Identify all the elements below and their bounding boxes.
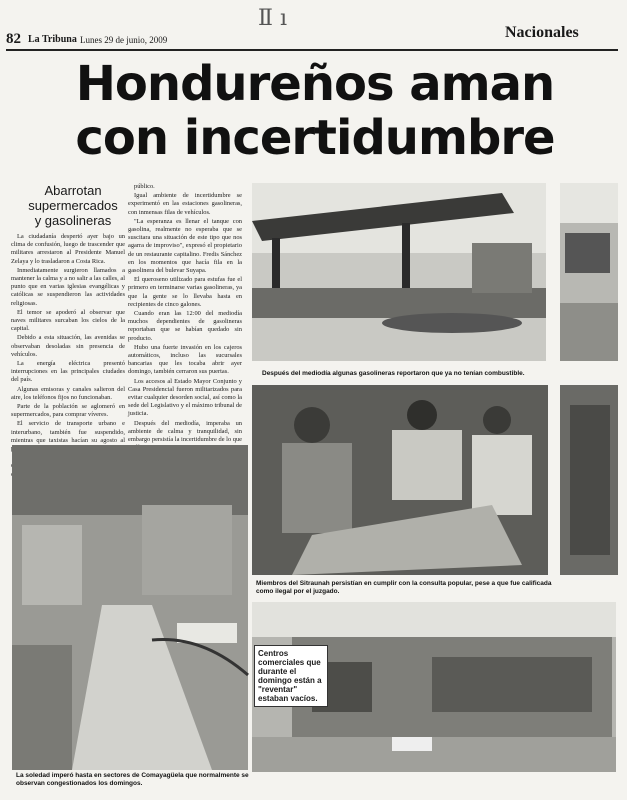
paragraph: Parte de la población se aglomeró en supermercados, para comprar víveres.: [11, 403, 125, 419]
paragraph: Hubo una fuerte invasión en los cajeros automáticos, incluso las sucursales bancarias que les tocaba abrir ayer domingo, también cerraron sus puertas.: [128, 343, 242, 376]
paragraph: Algunas emisoras y canales salieron del aire, los teléfonos fijos no funcionaban.: [11, 385, 125, 401]
people-photo: [252, 385, 548, 575]
paragraph: El temor se apoderó al observar que naves militares surcaban los cielos de la capital.: [11, 308, 125, 333]
paragraph: "La esperanza es llenar el tanque con gasolina, realmente no esperaba que se suscitara una situación de este tipo que nos agarra de improviso", expresó el propietario de un restaurante capitalino. Fredis Sánchez en los momentos que hacía fila en la gasolinera del bulevar Suyapa.: [128, 217, 242, 275]
street-image: [12, 445, 248, 770]
article-column-2: [128, 183, 242, 444]
paragraph: Después del mediodía, imperaba un ambiente de calma y tranquilidad, sin embargo persistía la incertidumbre de lo que: [128, 419, 242, 444]
people-image: [252, 385, 548, 575]
gas-station-caption: Después del mediodía algunas gasolineras reportaron que ya no tenían combustible.: [262, 370, 525, 377]
paragraph: La energía eléctrica presentó interrupciones en las principales ciudades del país.: [11, 360, 125, 384]
paragraph: público.: [134, 183, 155, 190]
paragraph: Debido a esta situación, las avenidas se observaban desoladas sin presencia de vehículos.: [11, 334, 125, 358]
headline-line-1: Hondureños aman: [75, 56, 555, 112]
gas-station-photo: [252, 183, 546, 361]
street-side-image: [560, 183, 618, 361]
newspaper-name: La Tribuna: [28, 34, 77, 45]
subheadline: Abarrotan supermercados y gasolineras: [28, 183, 118, 228]
issue-date: Lunes 29 de junio, 2009: [80, 35, 168, 45]
header-rule: [6, 49, 618, 51]
people-side-image: [560, 385, 618, 575]
paragraph: Igual ambiente de incertidumbre se experimentó en las estaciones gasolineras, con inmensas filas de vehículos.: [128, 192, 242, 216]
paragraph: Cuando eran las 12:00 del mediodía muchos dependientes de gasolineras reportaban que se habían quedado sin producto.: [128, 310, 242, 342]
gas-station-image: [252, 183, 546, 361]
mall-caption: Centros comerciales que durante el domingo están a "reventar" estaban vacíos.: [254, 645, 328, 707]
article-column-1: [11, 233, 125, 443]
page-number: 82: [6, 31, 21, 47]
street-caption: La soledad imperó hasta en sectores de Comayagüela que normalmente se observan congestionados los domingos.: [16, 772, 249, 787]
paragraph: El servicio de transporte urbano e interurbano, también fue suspendido, mientras que taxistas hacían su agosto al: [11, 420, 125, 444]
paragraph: La ciudadanía despertó ayer bajo un clima de confusión, luego de trascender que militares arrestaron al Presidente Manuel Zelaya y lo trasladaron a Costa Rica.: [11, 233, 125, 265]
handwritten-mark: Ⅱ ı: [258, 6, 287, 31]
street-side-photo: [560, 183, 618, 361]
street-photo: [12, 445, 248, 770]
paragraph: Inmediatamente surgieron llamados a mantener la calma y a no salir a las calles, al punto que en varias iglesias evangélicas y católicas se suspendieron las actividades religiosas.: [11, 266, 125, 307]
headline-line-2: con incertidumbre: [75, 110, 555, 166]
paragraph: Los accesos al Estado Mayor Conjunto y Casa Presidencial fueron militarizados para evitar cualquier desorden social, así como la sede del Legislativo y el máximo tribunal de justicia.: [128, 377, 242, 418]
paragraph: El queroseno utilizado para estufas fue el primero en terminarse varias gasolineras, ya que la gente se lo llevaba hasta en recipientes de cinco galones.: [128, 276, 242, 308]
people-side-photo: [560, 385, 618, 575]
people-caption: Miembros del Sitraunah persistían en cumplir con la consulta popular, pese a que fue calificada como ilegal por el juzgado.: [256, 580, 552, 595]
section-name: Nacionales: [505, 24, 579, 41]
